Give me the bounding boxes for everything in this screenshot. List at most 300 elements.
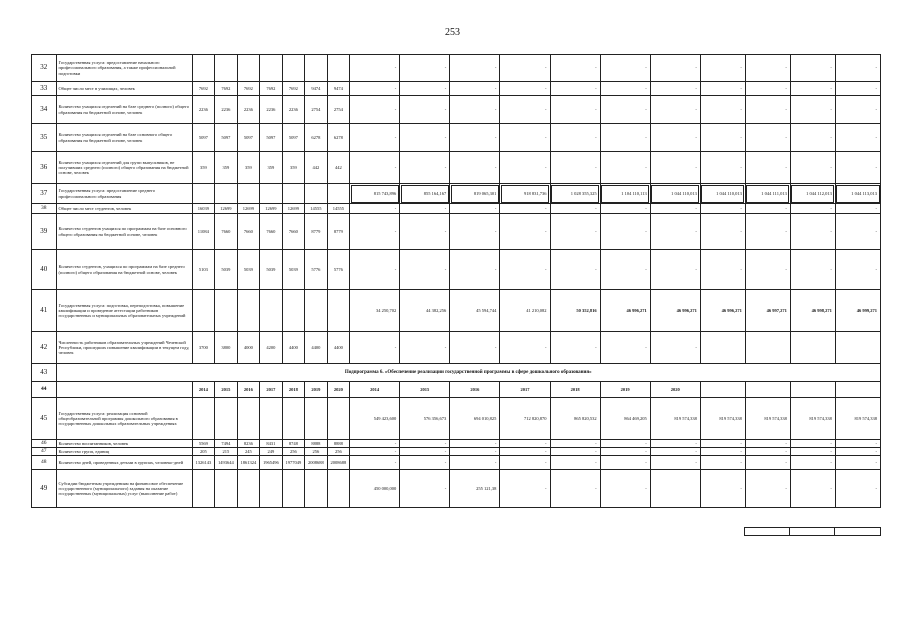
year-value: 5097 (215, 124, 238, 152)
year-value: 12699 (237, 204, 260, 214)
amount-value: - (835, 456, 880, 470)
row-description: Количество групп, единиц (56, 448, 192, 456)
year-value: 7692 (215, 82, 238, 96)
amount-value: 918 831,736 (500, 184, 550, 204)
amount-value: - (745, 124, 790, 152)
year-value (215, 470, 238, 508)
amount-value: - (500, 204, 550, 214)
table-row (32, 250, 881, 290)
amount-value: 819 574,338 (650, 398, 700, 440)
amount-value: - (500, 152, 550, 184)
amount-value: - (350, 250, 400, 290)
amount-value: - (550, 250, 600, 290)
amount-value: - (650, 456, 700, 470)
amount-value: - (790, 152, 835, 184)
amount-value: - (700, 124, 745, 152)
year-value: 5097 (260, 124, 283, 152)
amount-value: - (650, 250, 700, 290)
year-value: 359 (192, 152, 215, 184)
amount-value: - (745, 250, 790, 290)
year-value: 256 (305, 448, 328, 456)
row-number: 39 (32, 214, 57, 250)
row-description: Количество учащихся отделений на базе основного общего образования на бюджетной основе, человек (56, 124, 192, 152)
year-header: 2017 (260, 382, 283, 398)
amount-value: - (790, 456, 835, 470)
amount-value: - (500, 456, 550, 470)
year-value (237, 55, 260, 82)
year-value: 8431 (260, 440, 283, 448)
amount-value (700, 332, 745, 364)
year-value (260, 55, 283, 82)
row-number: 48 (32, 456, 57, 470)
row-number: 44 (32, 382, 57, 398)
amount-value: 450 000,000 (350, 470, 400, 508)
year-value: 442 (305, 152, 328, 184)
year-header: 2016 (450, 382, 500, 398)
year-header: 2014 (350, 382, 400, 398)
year-value (305, 55, 328, 82)
amount-value (650, 470, 700, 508)
year-header: 2020 (327, 382, 350, 398)
year-value (237, 398, 260, 440)
year-value: 11084 (192, 214, 215, 250)
year-value (260, 290, 283, 332)
amount-value: 1 044 112,013 (790, 184, 835, 204)
year-value: 14555 (305, 204, 328, 214)
row-number: 47 (32, 448, 57, 456)
year-value: 2008688 (305, 456, 328, 470)
amount-value: 576 356,673 (400, 398, 450, 440)
row-description: Количество воспитанников, человек (56, 440, 192, 448)
amount-value: - (600, 332, 650, 364)
row-number: 41 (32, 290, 57, 332)
row-number: 35 (32, 124, 57, 152)
amount-value: - (835, 214, 880, 250)
year-value (237, 290, 260, 332)
year-value: 5776 (327, 250, 350, 290)
table-row (32, 124, 881, 152)
year-header: 2014 (192, 382, 215, 398)
amount-value: 1 044 111,013 (745, 184, 790, 204)
amount-value: - (790, 96, 835, 124)
year-value (215, 398, 238, 440)
row-number: 34 (32, 96, 57, 124)
amount-value: - (790, 440, 835, 448)
year-value (215, 184, 238, 204)
year-value: 7494 (215, 440, 238, 448)
amount-value: - (350, 82, 400, 96)
amount-value: - (745, 470, 790, 508)
amount-value: - (600, 250, 650, 290)
year-header: 2018 (550, 382, 600, 398)
amount-value: - (745, 82, 790, 96)
year-value: 5097 (237, 124, 260, 152)
row-number: 38 (32, 204, 57, 214)
table-row (32, 398, 881, 440)
amount-value: - (450, 214, 500, 250)
year-header: 2019 (600, 382, 650, 398)
table-row (32, 448, 881, 456)
amount-value: - (790, 82, 835, 96)
year-value: 1977049 (282, 456, 305, 470)
empty-cell (700, 382, 745, 398)
amount-value: - (650, 204, 700, 214)
amount-value: - (745, 55, 790, 82)
table-row (32, 82, 881, 96)
amount-value: - (450, 332, 500, 364)
row-description: Общее число мест студентов, человек (56, 204, 192, 214)
amount-value: 46 999,271 (835, 290, 880, 332)
amount-value: 865 820,532 (550, 398, 600, 440)
year-value (260, 470, 283, 508)
amount-value: - (650, 440, 700, 448)
year-value: 4400 (305, 332, 328, 364)
empty-cell (835, 382, 880, 398)
year-value: 2754 (305, 96, 328, 124)
row-description (56, 382, 192, 398)
table-row (32, 184, 881, 204)
amount-value: - (650, 82, 700, 96)
amount-value: 41 210,082 (500, 290, 550, 332)
year-value: 359 (215, 152, 238, 184)
amount-value: - (450, 250, 500, 290)
row-number: 40 (32, 250, 57, 290)
row-number: 45 (32, 398, 57, 440)
row-number: 42 (32, 332, 57, 364)
financing-table (31, 54, 881, 508)
row-number: 43 (32, 364, 57, 382)
amount-value: - (350, 204, 400, 214)
table-row (32, 440, 881, 448)
amount-value: - (400, 214, 450, 250)
year-value (215, 290, 238, 332)
year-value (305, 470, 328, 508)
year-value (192, 55, 215, 82)
page-number: 253 (445, 27, 460, 38)
row-description: Государственная услуга: предоставление среднего профессионального образования (56, 184, 192, 204)
amount-value: - (700, 440, 745, 448)
amount-value: - (500, 96, 550, 124)
table-row (32, 456, 881, 470)
year-value: 205 (192, 448, 215, 456)
year-value: 12699 (215, 204, 238, 214)
year-value: 7692 (260, 82, 283, 96)
amount-value: - (600, 456, 650, 470)
year-value (282, 290, 305, 332)
amount-value: - (450, 124, 500, 152)
amount-value: - (450, 82, 500, 96)
amount-value: 819 574,338 (745, 398, 790, 440)
year-value (282, 184, 305, 204)
year-value: 5097 (192, 124, 215, 152)
year-value: 8779 (305, 214, 328, 250)
amount-value: 255 121,38 (450, 470, 500, 508)
year-header: 2017 (500, 382, 550, 398)
amount-value: 46 996,271 (600, 290, 650, 332)
amount-value: - (350, 456, 400, 470)
row-number: 32 (32, 55, 57, 82)
row-description: Численность работников образовательных учреждений Чеченской Республики, прошедших повышение квалификации в текущем году, человек (56, 332, 192, 364)
amount-value: 1 044 113,013 (835, 184, 880, 204)
amount-value: - (650, 448, 700, 456)
amount-value: - (600, 96, 650, 124)
row-description: Количество студентов учащихся по программам на базе основного общего образования на бюджетной основе, человек (56, 214, 192, 250)
year-value: 14555 (327, 204, 350, 214)
year-value: 2236 (192, 96, 215, 124)
amount-value: - (400, 55, 450, 82)
amount-value: - (400, 456, 450, 470)
amount-value: 819 065,301 (450, 184, 500, 204)
year-value (327, 290, 350, 332)
year-value: 3700 (192, 332, 215, 364)
year-value: 7660 (260, 214, 283, 250)
row-description: Количество учащихся отделений на базе среднего (полного) общего образования на бюджетной основе, человек (56, 96, 192, 124)
amount-value: - (790, 204, 835, 214)
amount-value: - (790, 214, 835, 250)
table-row (32, 290, 881, 332)
year-value (327, 55, 350, 82)
year-value: 5103 (192, 250, 215, 290)
amount-value: - (350, 332, 400, 364)
amount-value: - (650, 332, 700, 364)
amount-value: - (835, 152, 880, 184)
amount-value: - (450, 152, 500, 184)
year-value: 359 (260, 152, 283, 184)
amount-value: - (550, 96, 600, 124)
year-value: 7660 (237, 214, 260, 250)
amount-value: - (350, 440, 400, 448)
amount-value: 1 104 110,113 (600, 184, 650, 204)
amount-value: 50 352,816 (550, 290, 600, 332)
year-value (192, 290, 215, 332)
amount-value: - (350, 124, 400, 152)
amount-value: - (400, 250, 450, 290)
year-value: 1493644 (215, 456, 238, 470)
year-value: 359 (282, 152, 305, 184)
year-value: 7660 (215, 214, 238, 250)
amount-value (835, 332, 880, 364)
year-value: 2236 (260, 96, 283, 124)
row-description: Государственная услуга: предоставление начального профессионального образования, а также профессиональной подготовки (56, 55, 192, 82)
table-row (32, 96, 881, 124)
year-value: 5776 (305, 250, 328, 290)
year-value: 215 (215, 448, 238, 456)
amount-value: - (600, 440, 650, 448)
row-number: 46 (32, 440, 57, 448)
year-value: 256 (327, 448, 350, 456)
amount-value: - (835, 250, 880, 290)
year-value: 3800 (215, 332, 238, 364)
amount-value: - (500, 448, 550, 456)
table-row (32, 332, 881, 364)
amount-value: - (835, 82, 880, 96)
subprogram-row (32, 364, 881, 382)
row-description: Государственная услуга: реализация основной общеобразовательной программы дошкольного образования в государственных дошкольных образовательных учреждениях (56, 398, 192, 440)
amount-value: - (650, 214, 700, 250)
amount-value: - (700, 55, 745, 82)
amount-value: - (550, 470, 600, 508)
amount-value: - (500, 55, 550, 82)
amount-value: - (500, 440, 550, 448)
year-value (305, 290, 328, 332)
amount-value: - (790, 470, 835, 508)
year-value (282, 470, 305, 508)
amount-value: - (650, 124, 700, 152)
amount-value: - (350, 448, 400, 456)
year-value (237, 184, 260, 204)
table-row (32, 204, 881, 214)
amount-value: 819 574,338 (835, 398, 880, 440)
row-number: 33 (32, 82, 57, 96)
year-value: 5569 (192, 440, 215, 448)
year-header: 2015 (400, 382, 450, 398)
row-description: Государственная услуга: подготовка, переподготовка, повышение квалификации и проведение аттестации работников государственных и муниципальных образовательных учреждений (56, 290, 192, 332)
year-header: 2016 (237, 382, 260, 398)
year-value: 1326143 (192, 456, 215, 470)
year-value: 245 (237, 448, 260, 456)
row-number: 49 (32, 470, 57, 508)
year-value: 1861324 (237, 456, 260, 470)
empty-cell (790, 382, 835, 398)
year-value: 7660 (282, 214, 305, 250)
year-value (192, 470, 215, 508)
year-value: 6278 (305, 124, 328, 152)
amount-value: 45 594,744 (450, 290, 500, 332)
year-value: 9474 (327, 82, 350, 96)
amount-value: 46 998,271 (790, 290, 835, 332)
amount-value: 819 574,338 (700, 398, 745, 440)
year-value (327, 398, 350, 440)
amount-value: - (700, 152, 745, 184)
year-value (327, 470, 350, 508)
amount-value: - (600, 448, 650, 456)
amount-value: - (600, 124, 650, 152)
year-value: 256 (282, 448, 305, 456)
year-value (305, 184, 328, 204)
amount-value: - (550, 124, 600, 152)
amount-value: - (600, 214, 650, 250)
amount-value: - (400, 124, 450, 152)
amount-value: - (700, 448, 745, 456)
amount-value: - (650, 152, 700, 184)
amount-value: - (550, 82, 600, 96)
table-row (32, 55, 881, 82)
year-value: 12699 (260, 204, 283, 214)
amount-value: - (450, 440, 500, 448)
year-value (282, 55, 305, 82)
amount-value: - (350, 96, 400, 124)
year-value: 9474 (305, 82, 328, 96)
amount-value (745, 332, 790, 364)
table-row (32, 214, 881, 250)
amount-value: - (350, 152, 400, 184)
amount-value: - (400, 448, 450, 456)
amount-value: - (600, 204, 650, 214)
year-value: 359 (237, 152, 260, 184)
row-description: Количество дней, проведенных детьми в группах, человеко-дней (56, 456, 192, 470)
row-description: Количество учащихся отделений для групп выпускников, не получивших среднего (полного) общего образования на бюджетной основе, человек (56, 152, 192, 184)
amount-value: - (500, 250, 550, 290)
subprogram-title: Подпрограмма 6. «Обеспечение реализации государственной программы в сфере дошкольного образования» (56, 364, 880, 382)
year-value: 2236 (215, 96, 238, 124)
year-value (260, 184, 283, 204)
amount-value: - (550, 448, 600, 456)
amount-value: - (350, 214, 400, 250)
year-value: 249 (260, 448, 283, 456)
amount-value: - (400, 96, 450, 124)
amount-value: - (745, 204, 790, 214)
amount-value: - (550, 440, 600, 448)
amount-value: 1 044 110,013 (650, 184, 700, 204)
amount-value: 1 028 355,325 (550, 184, 600, 204)
year-value: 6278 (327, 124, 350, 152)
amount-value: - (600, 55, 650, 82)
amount-value: - (835, 470, 880, 508)
year-value: 5039 (237, 250, 260, 290)
amount-value: - (600, 470, 650, 508)
table-row (32, 470, 881, 508)
amount-value: - (745, 214, 790, 250)
year-value: 7692 (282, 82, 305, 96)
amount-value: - (400, 332, 450, 364)
row-description: Субсидии бюджетным учреждениям на финансовое обеспечение государственного (муниципального) задания на оказание государственных (муниципальных) услуг (выполнение работ) (56, 470, 192, 508)
year-value (282, 398, 305, 440)
amount-value: - (790, 55, 835, 82)
amount-value: - (700, 214, 745, 250)
amount-value: - (790, 124, 835, 152)
amount-value: 864 469,205 (600, 398, 650, 440)
year-value: 7692 (237, 82, 260, 96)
year-value: 5039 (215, 250, 238, 290)
year-value: 2236 (237, 96, 260, 124)
year-value: 8888 (305, 440, 328, 448)
trailing-empty-cells (744, 527, 881, 536)
amount-value: - (700, 456, 745, 470)
amount-value: - (600, 82, 650, 96)
amount-value: - (790, 250, 835, 290)
amount-value: - (500, 470, 550, 508)
year-value (327, 184, 350, 204)
amount-value: - (745, 96, 790, 124)
amount-value: 694 010,825 (450, 398, 500, 440)
row-number: 37 (32, 184, 57, 204)
year-value (192, 184, 215, 204)
amount-value: - (550, 204, 600, 214)
year-value: 2754 (327, 96, 350, 124)
amount-value: - (745, 440, 790, 448)
amount-value: - (500, 332, 550, 364)
amount-value: - (550, 55, 600, 82)
amount-value: - (400, 204, 450, 214)
amount-value: 34 250,702 (350, 290, 400, 332)
amount-value: - (745, 152, 790, 184)
year-value: 7692 (192, 82, 215, 96)
amount-value: - (500, 82, 550, 96)
year-value: 442 (327, 152, 350, 184)
year-value (237, 470, 260, 508)
amount-value: - (700, 204, 745, 214)
year-header: 2015 (215, 382, 238, 398)
year-value: 4200 (260, 332, 283, 364)
amount-value: - (835, 204, 880, 214)
year-value: 1965496 (260, 456, 283, 470)
row-description: Общее число мест в училищах, человек (56, 82, 192, 96)
year-header: 2018 (282, 382, 305, 398)
amount-value: - (835, 124, 880, 152)
amount-value: 815 743,896 (350, 184, 400, 204)
amount-value: 819 574,338 (790, 398, 835, 440)
amount-value: 549 423,600 (350, 398, 400, 440)
